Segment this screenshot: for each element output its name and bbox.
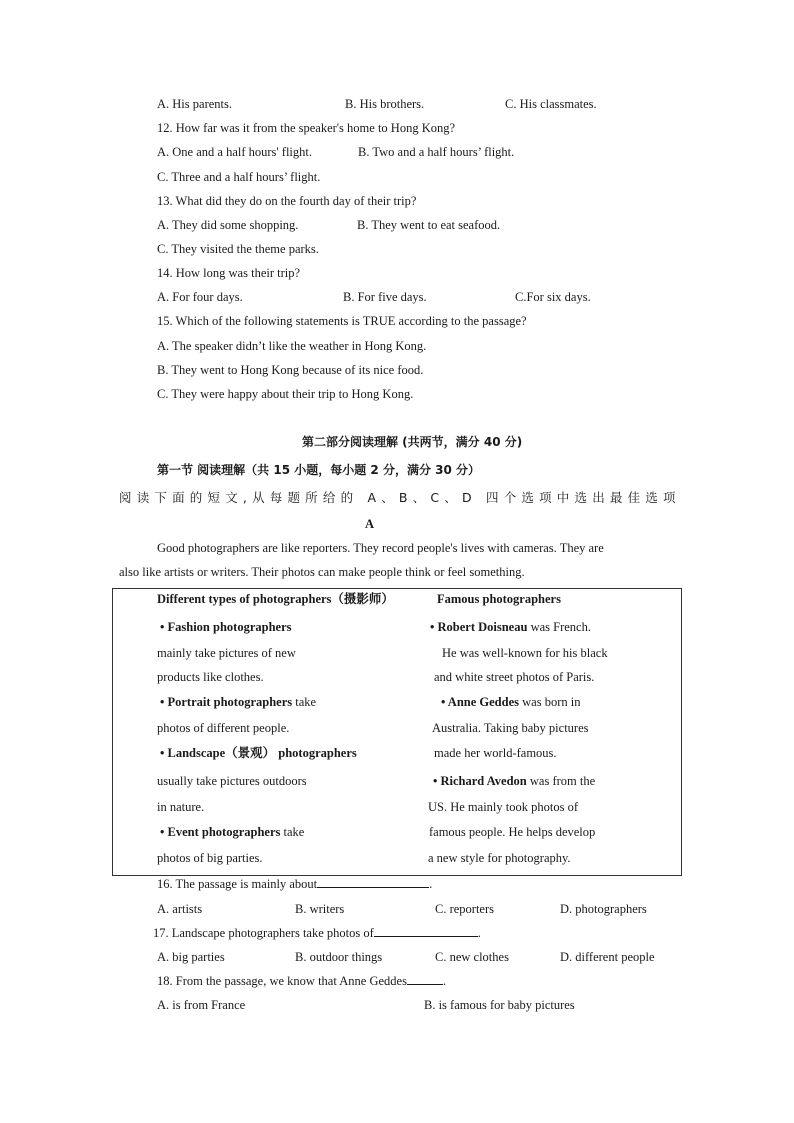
avedon-desc-line-3: a new style for photography.: [428, 851, 571, 865]
doisneau-name: • Robert Doisneau: [430, 620, 528, 634]
geddes-rest: was born in: [519, 695, 581, 709]
geddes-desc-line-2: made her world-famous.: [434, 746, 557, 760]
q17-option-d: D. different people: [560, 950, 655, 964]
portrait-photographers-term: • Portrait photographers: [160, 695, 293, 709]
avedon-entry: [433, 772, 595, 790]
q17-question: 17. Landscape photographers take photos of: [153, 926, 374, 940]
fashion-desc-line-1: mainly take pictures of new: [157, 646, 296, 660]
q16-option-b: B. writers: [295, 902, 345, 916]
q17-blank: [374, 924, 478, 937]
q18-option-b: B. is famous for baby pictures: [424, 998, 575, 1012]
portrait-photographers-entry: [160, 693, 316, 711]
part-two-title: 第二部分阅读理解 (共两节，满分 40 分): [302, 435, 523, 449]
q16-option-a: A. artists: [157, 902, 203, 916]
passage-label: A: [365, 517, 375, 531]
q18-option-a: A. is from France: [157, 998, 246, 1012]
avedon-desc-line-1: US. He mainly took photos of: [428, 800, 578, 814]
q12-option-b: B. Two and a half hours’ flight.: [358, 145, 515, 159]
section-one-title: 第一节 阅读理解（共 15 小题，每小题 2 分，满分 30 分）: [157, 463, 480, 477]
doisneau-desc-line-2: and white street photos of Paris.: [434, 670, 595, 684]
passage-intro-line-2: also like artists or writers. Their photos can make people think or feel something.: [119, 565, 525, 579]
q15-option-c: C. They were happy about their trip to Hong Kong.: [157, 387, 414, 401]
landscape-photographers-entry: [160, 744, 357, 762]
q14-option-a: A. For four days.: [157, 290, 243, 304]
landscape-desc-line-2: in nature.: [157, 800, 205, 814]
q15-question: 15. Which of the following statements is TRUE according to the passage?: [157, 314, 527, 328]
q16-blank: [317, 875, 429, 888]
table-right-header: Famous photographers: [437, 592, 561, 606]
q12-option-c: C. Three and a half hours’ flight.: [157, 170, 321, 184]
doisneau-rest: was French.: [527, 620, 591, 634]
q17-option-a: A. big parties: [157, 950, 225, 964]
q13-option-b: B. They went to eat seafood.: [357, 218, 501, 232]
event-photographers-term: • Event photographers: [160, 825, 281, 839]
geddes-entry: [441, 693, 580, 711]
q14-question: 14. How long was their trip?: [157, 266, 301, 280]
q13-option-c: C. They visited the theme parks.: [157, 242, 319, 256]
q13-question: 13. What did they do on the fourth day of their trip?: [157, 194, 417, 208]
table-left-header: Different types of photographers（摄影师）: [157, 592, 394, 606]
avedon-rest: was from the: [526, 774, 596, 788]
portrait-desc-line-1: photos of different people.: [157, 721, 290, 735]
portrait-photographers-rest: take: [292, 695, 317, 709]
q16-question-line: 16. The passage is mainly about .: [157, 877, 433, 891]
landscape-desc-line-1: usually take pictures outdoors: [157, 774, 307, 788]
q18-blank: [407, 972, 443, 985]
landscape-photographers-term: • Landscape（景观） photographers: [160, 746, 357, 760]
q17-option-b: B. outdoor things: [295, 950, 383, 964]
avedon-desc-line-2: famous people. He helps develop: [429, 825, 596, 839]
fashion-photographers-entry: [160, 618, 291, 636]
q16-option-c: C. reporters: [435, 902, 495, 916]
doisneau-entry: [430, 618, 591, 636]
geddes-desc-line-1: Australia. Taking baby pictures: [432, 721, 589, 735]
event-photographers-entry: [160, 823, 304, 841]
fashion-photographers-term: • Fashion photographers: [160, 620, 292, 634]
q14-option-b: B. For five days.: [343, 290, 427, 304]
q11-option-c: C. His classmates.: [505, 97, 597, 111]
event-desc-line-1: photos of big parties.: [157, 851, 263, 865]
fashion-desc-line-2: products like clothes.: [157, 670, 264, 684]
q11-option-b: B. His brothers.: [345, 97, 425, 111]
q18-question: 18. From the passage, we know that Anne Geddes: [157, 974, 407, 988]
q12-option-a: A. One and a half hours' flight.: [157, 145, 312, 159]
q16-option-d: D. photographers: [560, 902, 647, 916]
q14-option-c: C.For six days.: [515, 290, 591, 304]
event-photographers-rest: take: [280, 825, 305, 839]
q15-option-a: A. The speaker didn’t like the weather in Hong Kong.: [157, 339, 427, 353]
q12-question: 12. How far was it from the speaker's home to Hong Kong?: [157, 121, 456, 135]
geddes-name: • Anne Geddes: [441, 695, 520, 709]
q17-option-c: C. new clothes: [435, 950, 509, 964]
q11-option-a: A. His parents.: [157, 97, 232, 111]
q17-question-line: 17. Landscape photographers take photos of .: [153, 926, 481, 940]
passage-intro-line-1: Good photographers are like reporters. They record people's lives with cameras. They are: [157, 541, 604, 555]
reading-instruction: 阅读下面的短文,从每题所给的 A、B、C、D 四个选项中选出最佳选项: [119, 490, 681, 505]
q15-option-b: B. They went to Hong Kong because of its nice food.: [157, 363, 424, 377]
avedon-name: • Richard Avedon: [433, 774, 527, 788]
doisneau-desc-line-1: He was well-known for his black: [442, 646, 608, 660]
q13-option-a: A. They did some shopping.: [157, 218, 299, 232]
q18-question-line: 18. From the passage, we know that Anne Geddes .: [157, 974, 447, 988]
q16-question: 16. The passage is mainly about: [157, 877, 318, 891]
